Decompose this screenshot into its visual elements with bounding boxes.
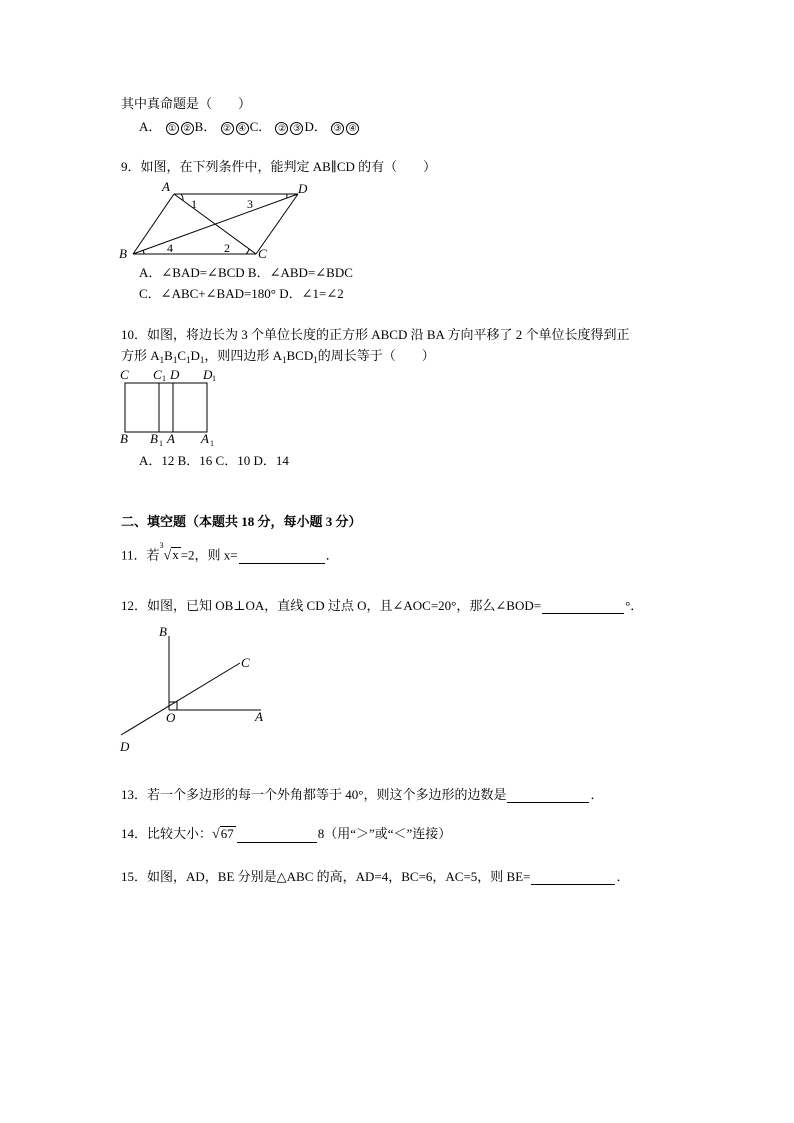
angle-3-label: 3	[247, 197, 253, 211]
q15-text: ．	[616, 869, 630, 884]
circled-4: ④	[346, 122, 359, 135]
vertex-d-label: D	[170, 367, 180, 382]
cube-root	[159, 541, 181, 564]
q13-text: 13．若一个多边形的每一个外角都等于 40°，则这个多边形的边数是	[121, 787, 507, 802]
vertex-c1-label: C	[153, 367, 162, 382]
subscript: 1	[185, 355, 191, 365]
q8-option-d-label: D．	[304, 119, 327, 134]
q10-stem-line-2	[121, 348, 435, 365]
vertex-b-label: B	[119, 246, 127, 261]
q13-text: ．	[590, 787, 604, 802]
q13	[121, 786, 603, 803]
q9-options-line-2: C．∠ABC+∠BAD=180° D．∠1=∠2	[139, 286, 344, 301]
q9-stem: 9．如图，在下列条件中，能判定 AB∥CD 的有（ ）	[121, 159, 437, 174]
answer-blank[interactable]	[239, 547, 325, 564]
vertex-b1-label: B	[150, 431, 158, 446]
point-b-label: B	[159, 624, 167, 639]
q12-text: °．	[625, 598, 644, 613]
subscript: 1	[313, 355, 318, 365]
angle-2-label: 2	[224, 241, 230, 255]
q8-options	[139, 119, 360, 135]
q10-options: A．12 B．16 C．10 D．14	[139, 453, 289, 468]
subscript: 1	[159, 355, 165, 365]
answer-blank[interactable]	[507, 786, 589, 803]
q10-text: B	[164, 348, 173, 363]
q8-option-b-label: B．	[194, 119, 217, 134]
circled-2: ②	[181, 122, 194, 135]
q10-stem-line-1: 10．如图，将边长为 3 个单位长度的正方形 ABCD 沿 BA 方向平移了 2 个单位长度得到正	[121, 327, 630, 342]
q12-text: 12．如图，已知 OB⊥OA，直线 CD 过点 O，且∠AOC=20°，那么∠BOD=	[121, 598, 542, 613]
angle-1-label: 1	[191, 197, 197, 211]
circled-2: ②	[221, 122, 234, 135]
section-2-title: 二、填空题（本题共 18 分，每小题 3 分）	[121, 514, 362, 529]
circled-1: ①	[166, 122, 179, 135]
vertex-a-label: A	[167, 431, 175, 446]
vertex-c-label: C	[120, 367, 129, 382]
q14	[121, 826, 451, 843]
subscript-1: 1	[159, 439, 163, 448]
q8-stem: 其中真命题是（ ）	[121, 96, 252, 111]
circled-2: ②	[275, 122, 288, 135]
point-c-label: C	[241, 655, 250, 670]
answer-blank[interactable]	[542, 597, 624, 614]
q11-text: =2，则 x=	[180, 547, 238, 563]
q11	[121, 541, 339, 564]
radical-sign-icon: √	[163, 548, 172, 564]
angle-4-label: 4	[167, 241, 173, 255]
q12	[121, 597, 643, 614]
radical-sign-icon: √	[212, 827, 220, 842]
q15	[121, 868, 630, 885]
q12-angle-figure	[115, 620, 275, 755]
subscript-1: 1	[212, 374, 216, 383]
subscript-1: 1	[162, 374, 166, 383]
square-root	[212, 826, 236, 843]
subscript: 1	[172, 355, 178, 365]
q10-text: D	[190, 348, 200, 363]
q9-parallelogram-figure	[115, 178, 315, 263]
q10-text: 方形 A	[121, 348, 160, 363]
vertex-b-label: B	[120, 431, 128, 446]
q10-text: BCD	[286, 348, 314, 363]
circled-3: ③	[290, 122, 303, 135]
circled-3: ③	[331, 122, 344, 135]
vertex-d1-label: D	[203, 367, 213, 382]
q14-text: 8（用“＞”或“＜”连接）	[317, 826, 452, 841]
q15-text: 15．如图，AD，BE 分别是△ABC 的高，AD=4，BC=6，AC=5，则 BE=	[121, 869, 531, 884]
q10-text: C	[177, 348, 186, 363]
subscript: 1	[199, 355, 205, 365]
q10-text: ，则四边形 A	[204, 348, 283, 363]
q10-text: 的周长等于（ ）	[317, 348, 435, 363]
q8-option-c-label: C．	[249, 119, 272, 134]
q10-squares-figure	[115, 366, 225, 450]
radicand: 67	[220, 826, 234, 841]
root-index: 3	[159, 541, 164, 550]
subscript: 1	[282, 355, 287, 365]
answer-blank[interactable]	[237, 826, 317, 843]
radicand: x	[172, 547, 179, 563]
q11-text: ．	[325, 547, 339, 563]
vertex-c-label: C	[258, 246, 267, 261]
vertex-a-label: A	[162, 179, 170, 194]
point-o-label: O	[166, 710, 176, 725]
q9-options-line-1: A．∠BAD=∠BCD B．∠ABD=∠BDC	[139, 265, 353, 280]
point-a-label: A	[255, 709, 263, 724]
vertex-a1-label: A	[201, 431, 209, 446]
q8-option-a-label: A．	[139, 119, 162, 134]
answer-blank[interactable]	[531, 868, 615, 885]
vertex-d-label: D	[298, 181, 308, 196]
circled-4: ④	[236, 122, 249, 135]
q11-text: 11．若	[121, 547, 160, 563]
subscript-1: 1	[210, 439, 214, 448]
point-d-label: D	[120, 739, 130, 754]
q14-text: 14．比较大小：	[121, 826, 213, 841]
